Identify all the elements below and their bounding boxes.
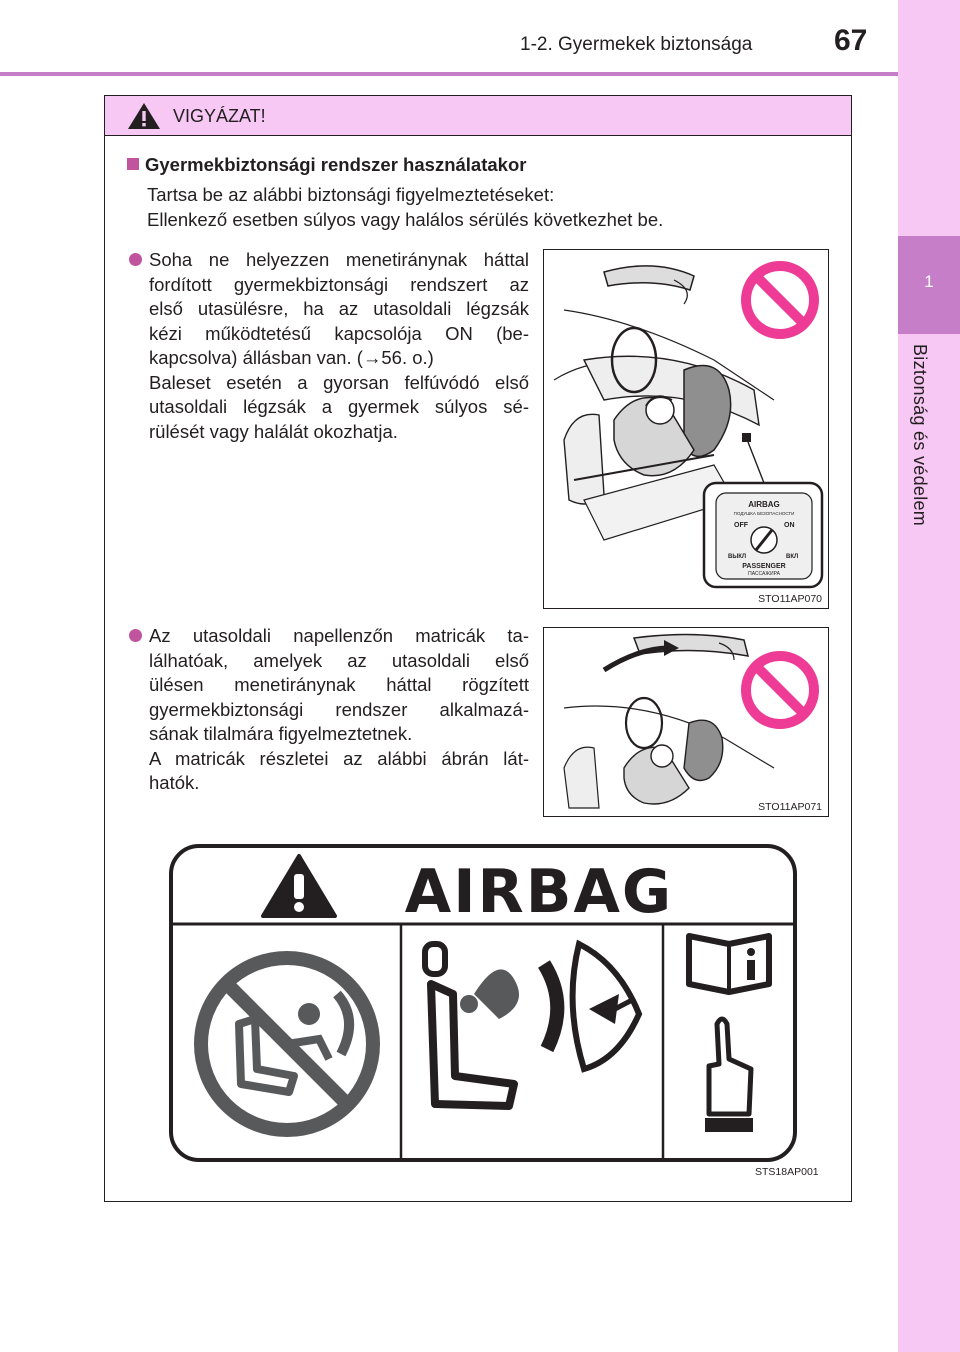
label-figure-code: STS18AP001 — [755, 1166, 819, 1178]
bullet-1-line: utasoldali légzsák a gyermek súlyos sé- — [149, 396, 529, 417]
airbag-warning-label — [169, 844, 799, 1162]
sun-visor-illustration — [544, 628, 828, 816]
heading-square-icon — [127, 158, 139, 170]
bullet-1-line: Soha ne helyezzen menetiránynak háttal — [149, 249, 529, 270]
switch-label-on: ON — [784, 522, 795, 529]
figure-airbag-switch — [543, 249, 829, 609]
bullet-2-line: ülésen menetiránynak háttal rögzített — [149, 674, 529, 695]
bullet-1-line: kézi működtetésű kapcsolója ON (be- — [149, 322, 529, 344]
bullet-dot-icon — [129, 629, 142, 642]
caution-header — [105, 96, 851, 136]
warning-triangle-icon — [127, 102, 161, 130]
bullet-2-line: lálhatóak, amelyek az utasoldali első — [149, 649, 529, 671]
bullet-item-1 — [149, 248, 529, 444]
switch-label-airbag-ru: ПОДУШКА БЕЗОПАСНОСТИ — [733, 511, 795, 516]
bullet-2-line: Az utasoldali napellenzőn matricák ta- — [149, 625, 529, 646]
bullet-1-line: első utasülésre, ha az utasoldali légzsák — [149, 298, 529, 319]
figure-code: STO11AP071 — [758, 801, 822, 813]
switch-label-off: OFF — [734, 522, 748, 529]
intro-text — [147, 182, 827, 232]
figure-sun-visor — [543, 627, 829, 817]
bullet-2-line: sának tilalmára figyelmeztetnek. — [149, 723, 413, 744]
switch-label-on-ru: ВКЛ — [786, 554, 799, 560]
section-heading — [127, 154, 526, 176]
bullet-2-line: hatók. — [149, 772, 200, 793]
caution-box — [104, 95, 852, 1202]
bullet-1-line: rülését vagy halálát okozhatja. — [149, 420, 398, 442]
bullet-1-line: fordított gyermekbiztonsági rendszert az — [149, 273, 529, 295]
switch-label-airbag: AIRBAG — [748, 500, 780, 509]
bullet-2-line: A matricák részletei az alábbi ábrán lát- — [149, 747, 529, 769]
switch-label-passenger: PASSENGER — [742, 563, 786, 570]
label-airbag-text: AIRBAG — [404, 857, 674, 927]
switch-label-passenger-ru: ПАССАЖИРА — [748, 571, 780, 577]
bullet-2-line: gyermekbiztonsági rendszer alkalmazá- — [149, 698, 529, 720]
chapter-number: 1 — [924, 272, 934, 291]
chapter-title: Biztonság és védelem — [910, 344, 930, 527]
intro-line-2: Ellenkező esetben súlyos vagy halálos sérülés következhet be. — [147, 209, 664, 230]
section-heading-text: Gyermekbiztonsági rendszer használatakor — [145, 154, 527, 175]
figure-code: STO11AP070 — [758, 593, 822, 605]
bullet-1-line: kapcsolva) állásban van. (→56. o.) — [149, 347, 434, 368]
page-number: 67 — [834, 24, 868, 57]
header-rule — [0, 72, 898, 76]
intro-line-1: Tartsa be az alábbi biztonsági figyelmeztetéseket: — [147, 184, 555, 205]
switch-label-off-ru: ВЫКЛ — [728, 554, 747, 560]
caution-title: VIGYÁZAT! — [173, 106, 266, 126]
car-interior-illustration — [544, 250, 828, 608]
bullet-item-2 — [149, 624, 529, 796]
bullet-1-line: Baleset esetén a gyorsan felfúvódó első — [149, 371, 529, 393]
bullet-dot-icon — [129, 253, 142, 266]
side-tab — [898, 0, 960, 1352]
running-header: 1-2. Gyermekek biztonsága — [520, 34, 753, 55]
